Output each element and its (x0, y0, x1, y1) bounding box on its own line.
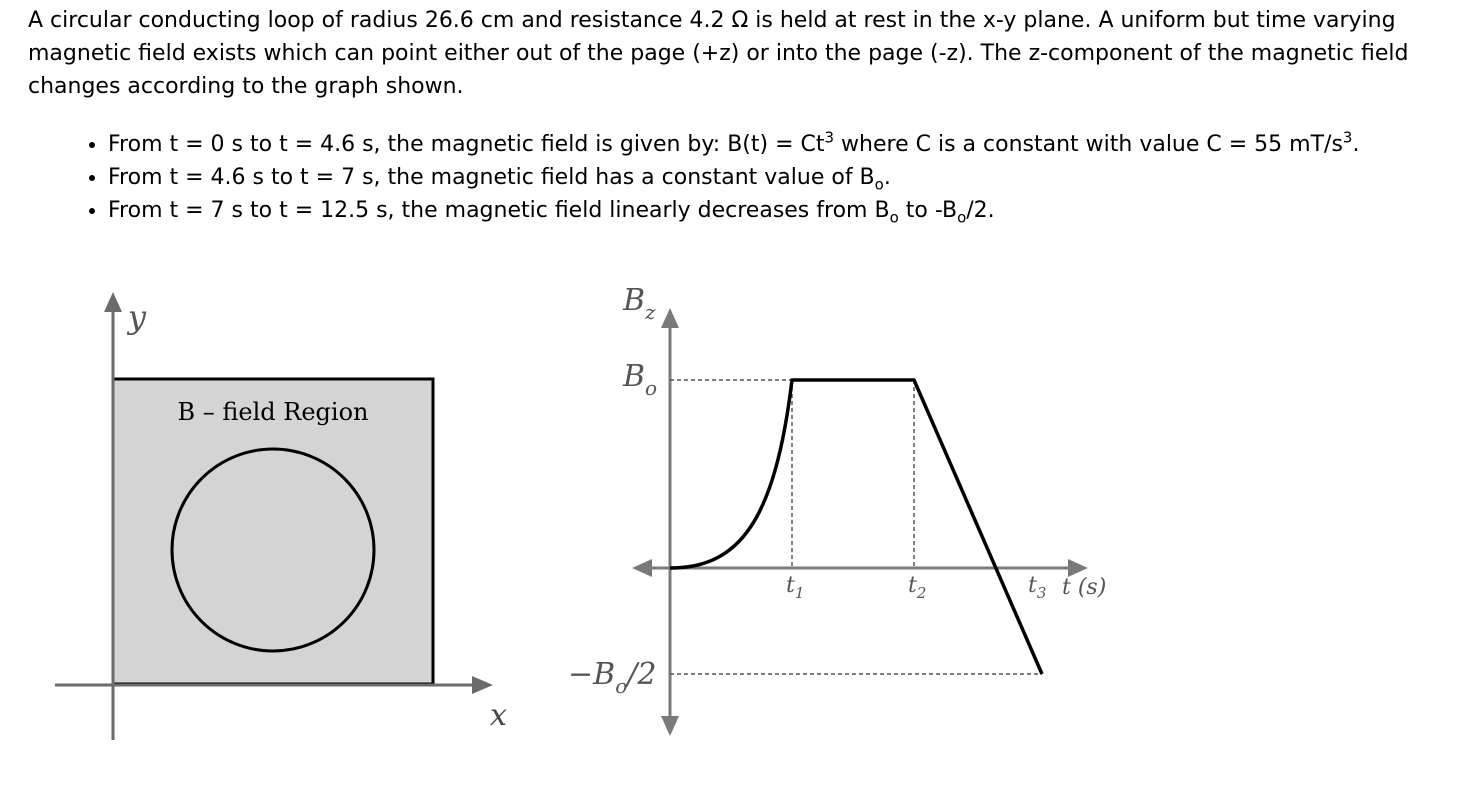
t2-label: $t_2$ (908, 573, 927, 602)
bz-graph (568, 283, 1106, 736)
neg-b0-half-label: $-B_o/2$ (568, 657, 657, 698)
condition-1-text: From t = 0 s to t = 4.6 s, the magnetic field is given by: B(t) = Ct (108, 132, 825, 157)
b0-label: $B_o$ (623, 359, 658, 400)
bz-axis-label: $B_z$ (623, 283, 656, 324)
condition-1-end: . (1352, 132, 1360, 157)
y-axis-label: y (128, 298, 147, 336)
condition-3-text-cont: to -B (898, 198, 958, 223)
bz-axis-down-arrow-icon (661, 716, 679, 736)
bz-axis-up-arrow-icon (661, 308, 679, 328)
x-axis-label: x (490, 698, 507, 733)
subscript: o (889, 208, 899, 227)
condition-2-end: . (883, 165, 891, 190)
x-axis-arrow-icon (472, 676, 493, 694)
t-axis-left-arrow-icon (632, 559, 652, 577)
subscript: o (957, 208, 967, 227)
t3-label: $t_3$ (1028, 573, 1047, 602)
region-label: B – field Region (177, 398, 369, 426)
t1-label: $t_1$ (786, 573, 805, 602)
t-axis-label: t (s) (1062, 575, 1107, 600)
loop-diagram (55, 292, 507, 740)
problem-statement: A circular conducting loop of radius 26.6 cm and resistance 4.2 Ω is held at rest in the x-y plane. A uniform but time varying magnetic field exists which can point either out of the page (+z) or into the page (-z). The z-component of the magnetic field changes according to the graph shown. (28, 8, 1409, 99)
condition-3-text: From t = 7 s to t = 12.5 s, the magnetic field linearly decreases from B (108, 198, 890, 223)
subscript: o (874, 175, 884, 194)
exponent: 3 (1342, 128, 1353, 147)
condition-2-text: From t = 4.6 s to t = 7 s, the magnetic field has a constant value of B (108, 165, 875, 190)
condition-3-end: /2. (966, 198, 995, 223)
y-axis-arrow-icon (104, 292, 122, 312)
bz-curve (670, 380, 1042, 674)
exponent: 3 (824, 128, 835, 147)
condition-1-text-cont: where C is a constant with value C = 55 mT/s (834, 132, 1343, 157)
